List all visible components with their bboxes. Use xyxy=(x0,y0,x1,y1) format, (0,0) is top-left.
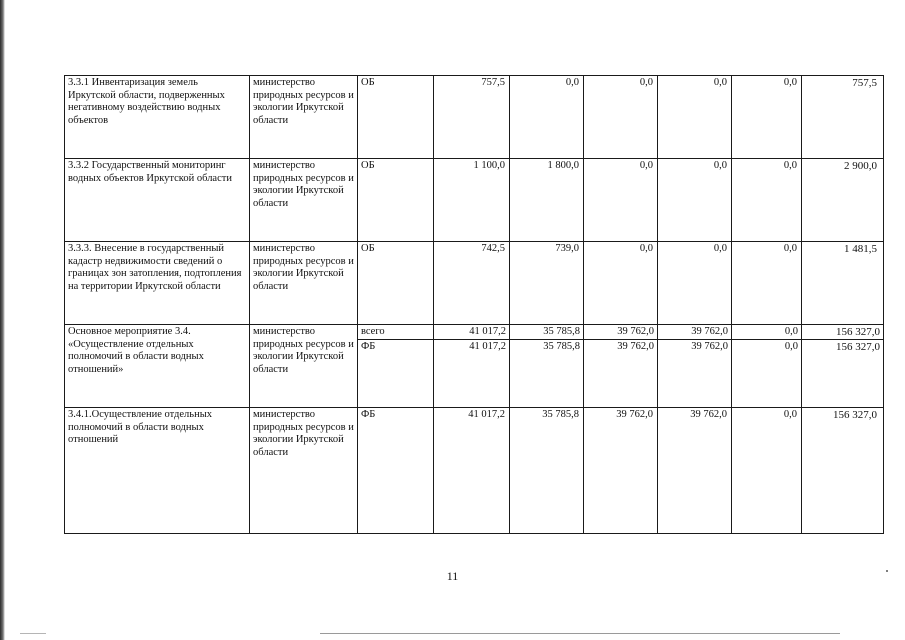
value-cell: 739,0 xyxy=(510,242,584,325)
value-cell: 0,0 xyxy=(658,76,732,159)
page-number: 11 xyxy=(446,569,459,583)
executor-cell: министерство природных ресурсов и экологии Иркутской области xyxy=(250,159,358,242)
budget-table xyxy=(64,75,884,534)
executor-cell: министерство природных ресурсов и экологии Иркутской области xyxy=(250,242,358,325)
table-row xyxy=(65,408,884,534)
total-cell: 156 327,0 xyxy=(802,408,884,534)
value-cell: 1 100,0 xyxy=(434,159,510,242)
value-cell: 0,0 xyxy=(732,76,802,159)
value-cell: 35 785,8 xyxy=(510,408,584,534)
value-fb: 39 762,0 xyxy=(691,341,728,352)
value-fb: 35 785,8 xyxy=(543,341,580,352)
funding-source-cell: ОБ xyxy=(358,159,434,242)
executor-cell: министерство природных ресурсов и экологии Иркутской области xyxy=(250,408,358,534)
value-cell xyxy=(434,325,510,408)
value-cell: 0,0 xyxy=(732,408,802,534)
executor-cell: министерство природных ресурсов и экологии Иркутской области xyxy=(250,76,358,159)
value-cell xyxy=(584,325,658,408)
activity-name-cell: 3.3.1 Инвентаризация земель Иркутской области, подверженных негативному воздействию водных объектов xyxy=(65,76,250,159)
scan-artifact xyxy=(886,570,888,572)
value-cell: 757,5 xyxy=(434,76,510,159)
activity-name-cell: 3.4.1.Осуществление отдельных полномочий в области водных отношений xyxy=(65,408,250,534)
funding-source-cell: ОБ xyxy=(358,76,434,159)
funding-source-cell: ФБ xyxy=(358,408,434,534)
activity-name-cell: 3.3.3. Внесение в государственный кадастр недвижимости сведений о границах зон затопления, подтопления на территории Иркутской области xyxy=(65,242,250,325)
total-cell: 1 481,5 xyxy=(802,242,884,325)
table-row xyxy=(65,242,884,325)
funding-source-cell xyxy=(358,325,434,408)
activity-name-cell: Основное мероприятие 3.4. «Осуществление отдельных полномочий в области водных отношений» xyxy=(65,325,250,408)
value-total: 0,0 xyxy=(732,325,801,340)
value-cell: 39 762,0 xyxy=(584,408,658,534)
value-cell: 0,0 xyxy=(658,159,732,242)
value-total: 35 785,8 xyxy=(510,325,583,340)
value-cell: 0,0 xyxy=(584,159,658,242)
total-cell: 2 900,0 xyxy=(802,159,884,242)
value-cell: 1 800,0 xyxy=(510,159,584,242)
scan-artifact xyxy=(320,633,840,634)
value-cell: 39 762,0 xyxy=(658,408,732,534)
value-cell xyxy=(732,325,802,408)
total-cell: 757,5 xyxy=(802,76,884,159)
total-fb: 156 327,0 xyxy=(836,341,880,353)
value-fb: 41 017,2 xyxy=(469,341,506,352)
table-row xyxy=(65,76,884,159)
value-cell: 0,0 xyxy=(732,159,802,242)
value-cell: 0,0 xyxy=(584,242,658,325)
executor-cell: министерство природных ресурсов и экологии Иркутской области xyxy=(250,325,358,408)
value-fb: 0,0 xyxy=(784,341,798,352)
total-cell xyxy=(802,325,884,408)
table-row xyxy=(65,159,884,242)
value-fb: 39 762,0 xyxy=(617,341,654,352)
value-cell: 0,0 xyxy=(732,242,802,325)
value-total: 41 017,2 xyxy=(434,325,509,340)
value-cell: 0,0 xyxy=(658,242,732,325)
activity-name-cell: 3.3.2 Государственный мониторинг водных объектов Иркутской области xyxy=(65,159,250,242)
funding-source-cell: ОБ xyxy=(358,242,434,325)
funding-source-total: всего xyxy=(358,325,433,340)
value-cell: 0,0 xyxy=(510,76,584,159)
value-cell xyxy=(510,325,584,408)
value-cell: 41 017,2 xyxy=(434,408,510,534)
scan-left-edge xyxy=(0,0,5,640)
scan-artifact xyxy=(20,633,46,634)
value-total: 39 762,0 xyxy=(584,325,657,340)
funding-source-fb: ФБ xyxy=(361,341,376,352)
value-total: 39 762,0 xyxy=(658,325,731,340)
total-all: 156 327,0 xyxy=(802,325,883,340)
value-cell: 0,0 xyxy=(584,76,658,159)
value-cell: 742,5 xyxy=(434,242,510,325)
table-row xyxy=(65,325,884,408)
value-cell xyxy=(658,325,732,408)
